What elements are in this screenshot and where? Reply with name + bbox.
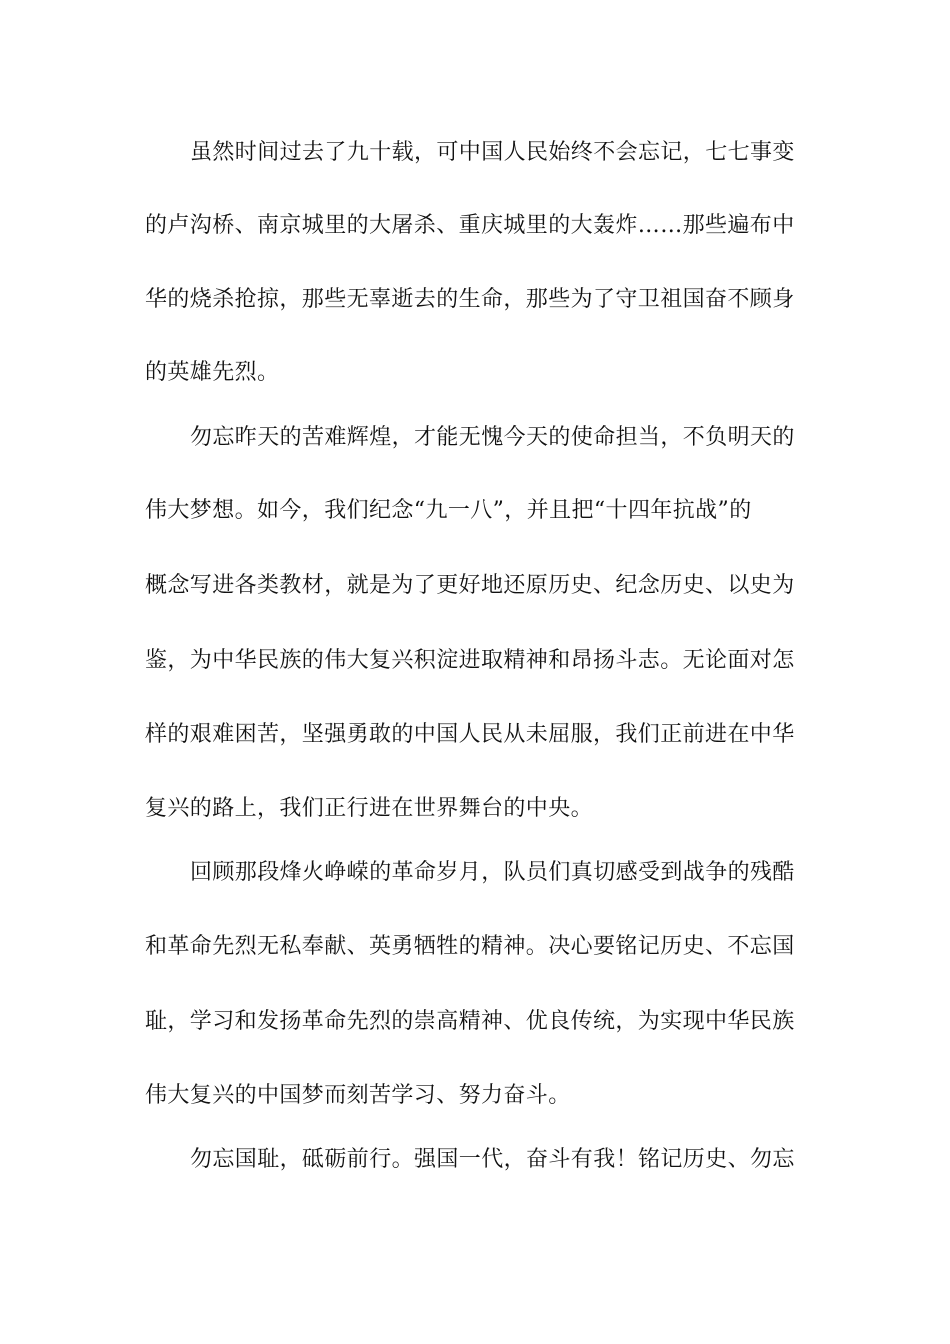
paragraph-2-line-2: 伟大梦想。如今，我们纪念“九一八”，并且把“十四年抗战”的 [145, 498, 752, 523]
paragraph-3-line-4: 伟大复兴的中国梦而刻苦学习、努力奋斗。 [145, 1083, 571, 1108]
paragraph-3-line-2: 和革命先烈无私奉献、英勇牺牲的精神。决心要铭记历史、不忘国 [145, 934, 795, 959]
paragraph-2-line-6: 复兴的路上，我们正行进在世界舞台的中央。 [145, 796, 594, 821]
paragraph-1-line-4: 的英雄先烈。 [145, 360, 280, 385]
paragraph-1-line-2: 的卢沟桥、南京城里的大屠杀、重庆城里的大轰炸……那些遍布中 [145, 213, 795, 238]
paragraph-2-line-5: 样的艰难困苦，坚强勇敢的中国人民从未屈服，我们正前进在中华 [145, 722, 795, 747]
paragraph-1-line-3: 华的烧杀抢掠，那些无辜逝去的生命，那些为了守卫祖国奋不顾身 [145, 287, 795, 312]
paragraph-3-line-3: 耻，学习和发扬革命先烈的崇高精神、优良传统，为实现中华民族 [145, 1009, 795, 1034]
paragraph-3-line-1: 回顾那段烽火峥嵘的革命岁月，队员们真切感受到战争的残酷 [190, 860, 795, 885]
paragraph-2-line-4: 鉴，为中华民族的伟大复兴积淀进取精神和昂扬斗志。无论面对怎 [145, 648, 795, 673]
paragraph-2-line-1: 勿忘昨天的苦难辉煌，才能无愧今天的使命担当，不负明天的 [190, 425, 795, 450]
paragraph-2-line-3: 概念写进各类教材，就是为了更好地还原历史、纪念历史、以史为 [145, 573, 795, 598]
paragraph-1-line-1: 虽然时间过去了九十载，可中国人民始终不会忘记，七七事变 [190, 140, 795, 165]
paragraph-4-line-1: 勿忘国耻，砥砺前行。强国一代，奋斗有我！铭记历史、勿忘 [190, 1147, 795, 1172]
